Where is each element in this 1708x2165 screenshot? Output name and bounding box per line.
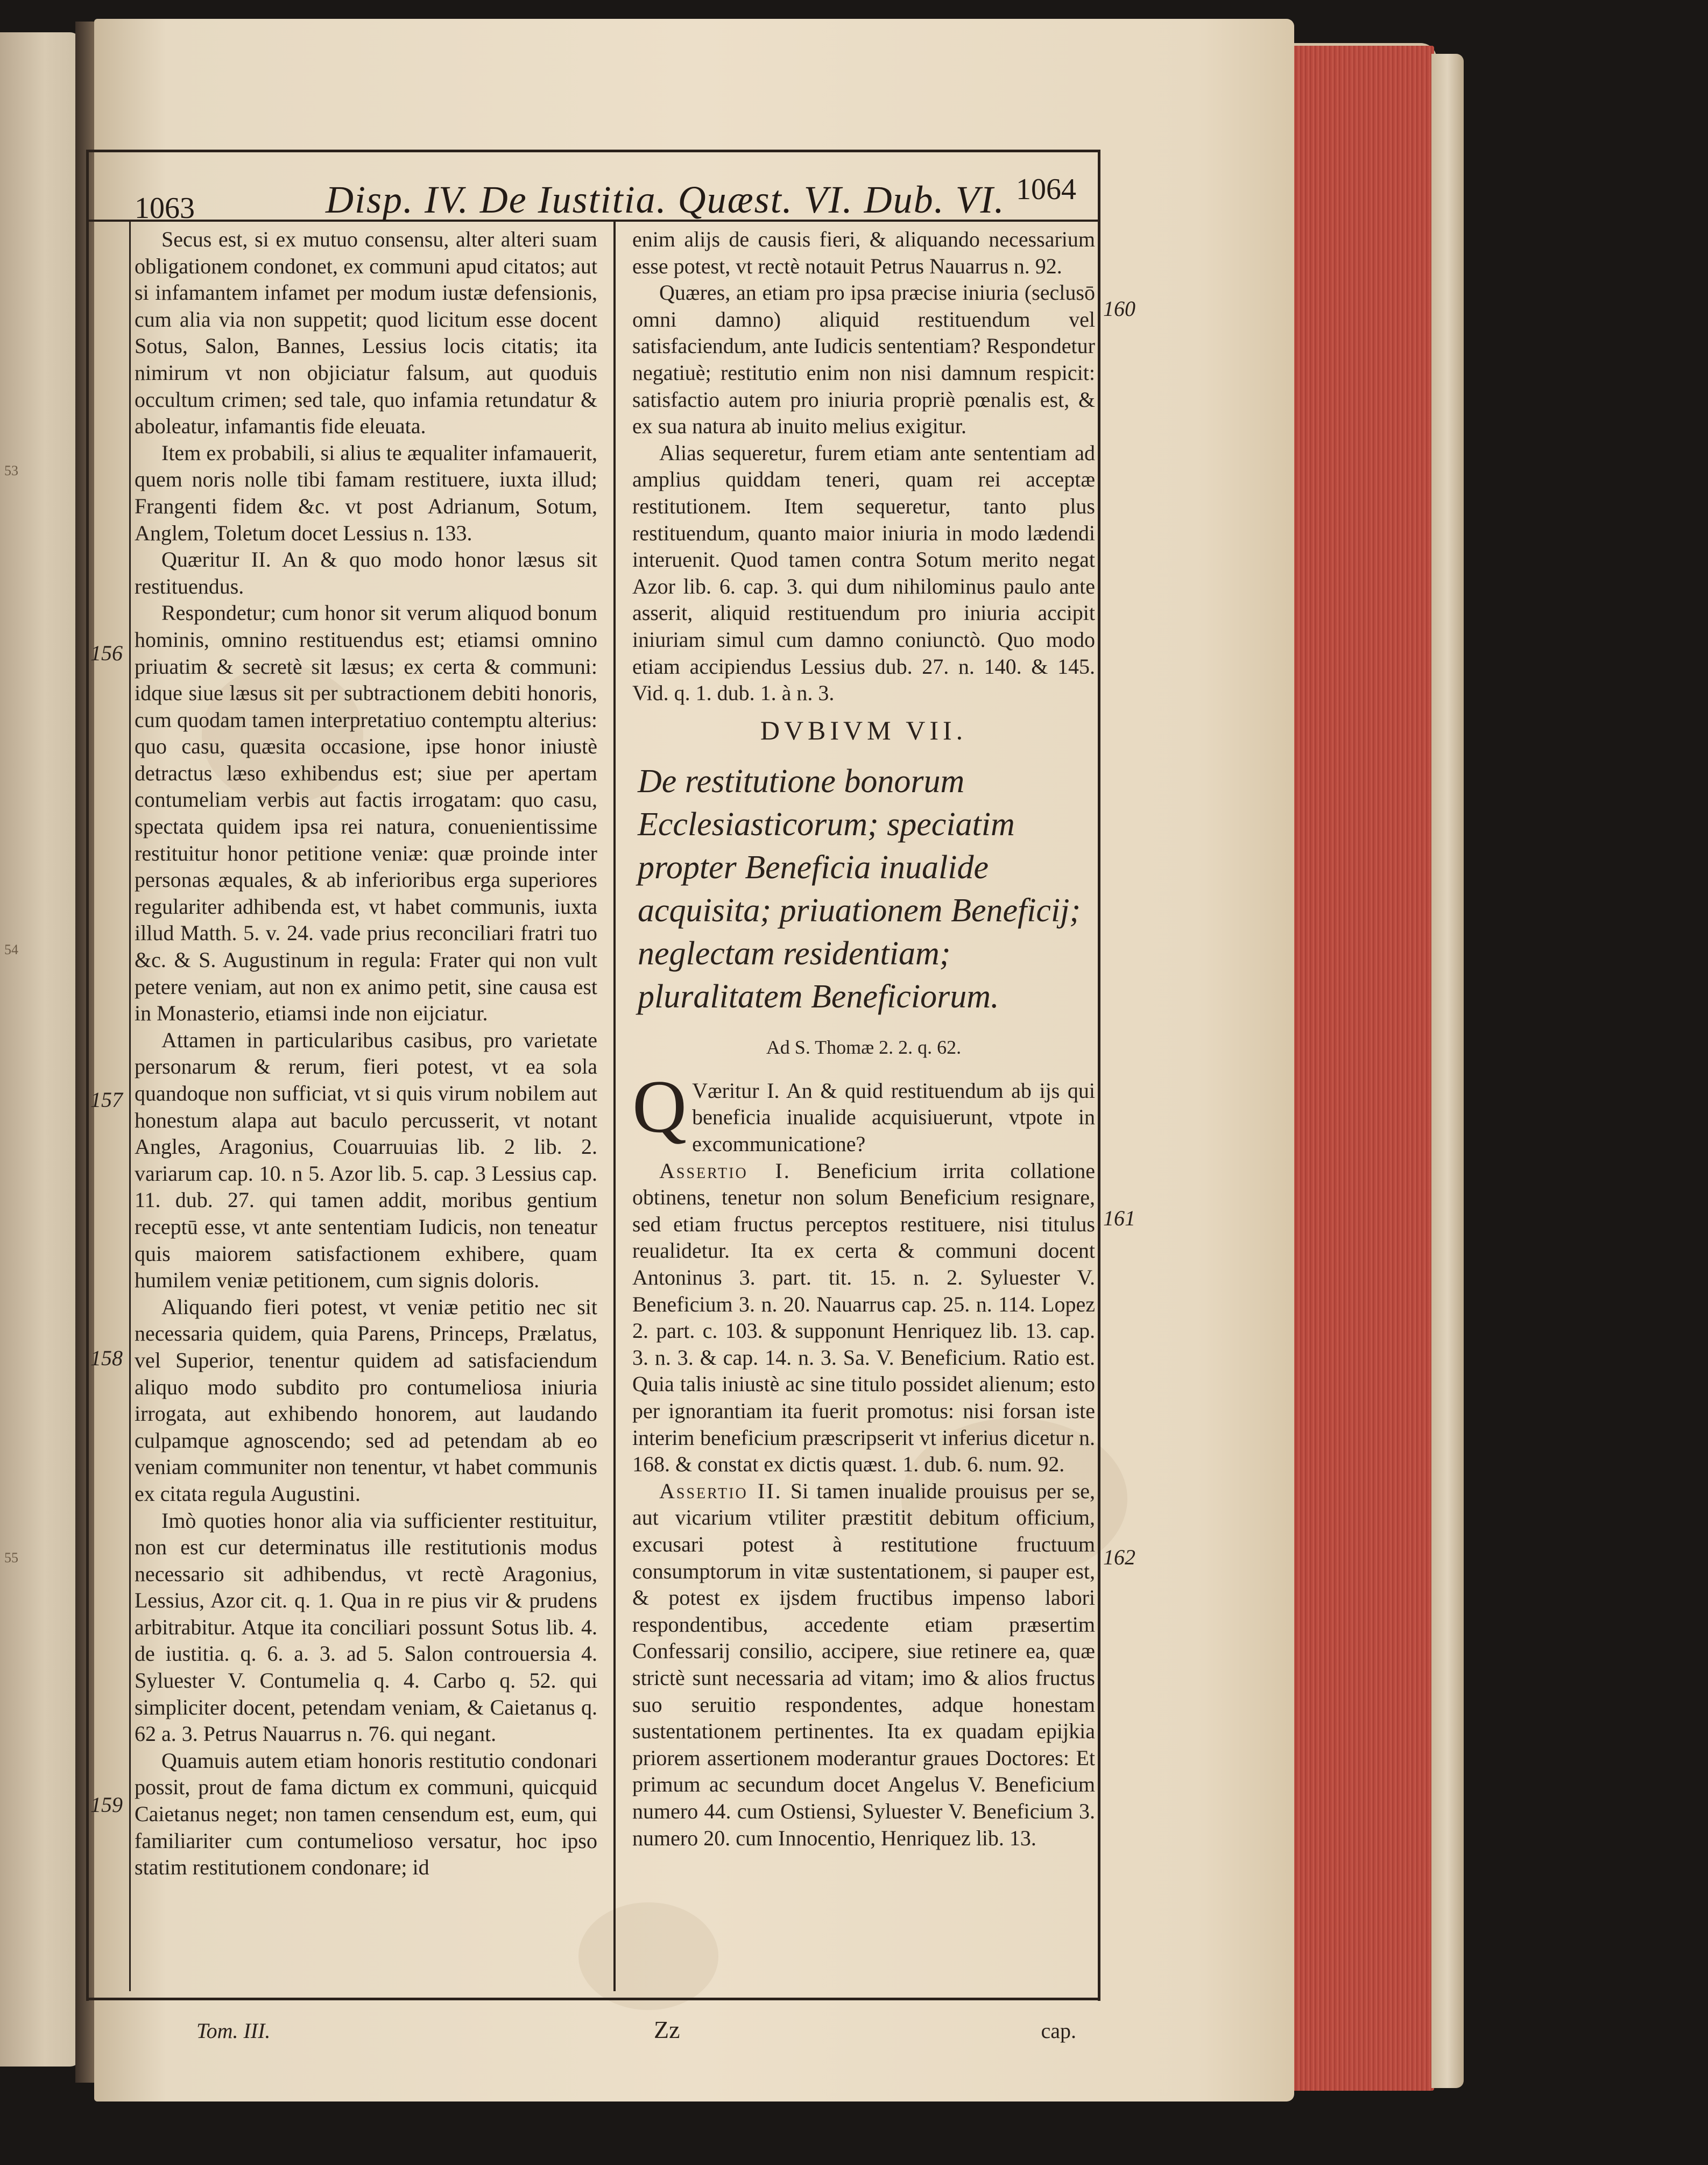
- margin-rule-left: [129, 221, 131, 1991]
- section-subtitle: De restitutione bonorum Ecclesiasticorum; speciatim propter Beneficia inualide acquisita; priuationem Beneficij; neglectam residentiam; pluralitatem Beneficiorum.: [638, 763, 1081, 1015]
- margin-number: 157: [90, 1088, 123, 1112]
- paragraph: Secus est, si ex mutuo consensu, alter alteri suam obligationem condonet, ex communi apud citatos; aut si infamantem infamet per modum iustæ defensionis, cum alia via non suppetit; quod licitum esse docent Sotus, Salon, Bannes, Lessius locis citatis; ita nimirum vt non objiciatur falsum, aut quoduis occultum crimen; sed tale, quo infamia retundatur & aboleatur, infamantis fide eleuata.: [135, 227, 597, 439]
- question-text: Væritur I. An & quid restituendum ab ijs qui beneficia inualide acquisiuerunt, vtpote in excommunicatione?: [692, 1078, 1095, 1156]
- assertio-label: Assertio II.: [659, 1478, 782, 1503]
- left-text-column: [135, 226, 597, 1881]
- paragraph: Imò quoties honor alia via sufficienter restituitur, non est cur determinatus ille restitutionis modus necessario sit adhibendus, vt rectè Aragonius, Lessius, Azor cit. q. 1. Qua in re pius vir & prudens arbitrabitur. Atque ita conciliari possunt Sotus lib. 4. de iustitia. q. 6. a. 3. ad 5. Salon controuersia 4. Syluester V. Contumelia q. 4. Carbo q. 52. qui simpliciter docent, petendam veniam, & Caietanus q. 62 a. 3. Petrus Nauarrus n. 76. qui negant.: [135, 1508, 597, 1746]
- paragraph: Quæritur II. An & quo modo honor læsus sit restituendus.: [135, 547, 597, 598]
- right-text-column: [632, 226, 1095, 1851]
- assertio-text: Beneficium irrita collatione obtinens, tenetur non solum Beneficium resignare, sed etiam fructus perceptos restituere, nisi titulus reualidetur. Ita ex certa & communi docent Antoninus 3. part. tit. 15. n. 2. Syluester V. Beneficium 3. n. 20. Nauarrus cap. 25. n. 114. Lopez 2. part. c. 103. & supponunt Henriquez lib. 13. cap. 3. n. 3. & cap. 14. n. 3. Sa. V. Beneficium. Ratio est. Quia talis iniustè ac sine titulo possidet alienum; esto per ignorantiam ita fuerit promotus: nisi forsan iste interim beneficium præscripserit vt inferius dicetur n. 168. & constat ex dictis quæst. 1. dub. 6. num. 92.: [632, 1158, 1095, 1477]
- margin-number: 162: [1103, 1545, 1135, 1569]
- margin-number: 156: [90, 641, 123, 665]
- drop-cap: Q: [632, 1064, 687, 1148]
- paragraph: Quamuis autem etiam honoris restitutio condonari possit, prout de fama dictum ex communi, quicquid Caietanus neget; non tamen censendum est, eum, qui familiariter cum contumelioso versatur, hoc ipso statim restitutionem condonare; id: [135, 1748, 597, 1880]
- facing-page-edge: [0, 32, 81, 2067]
- question-paragraph: [632, 1064, 1095, 1158]
- left-rule: [86, 150, 89, 2001]
- right-page-number: 1064: [1016, 173, 1076, 206]
- red-page-edges: [1278, 46, 1434, 2091]
- assertio-label: Assertio I.: [659, 1158, 791, 1183]
- running-title: Disp. IV. De Iustitia. Quæst. VI. Dub. VI.: [326, 178, 1005, 221]
- paragraph: Respondetur; cum honor sit verum aliquod bonum hominis, omnino restituendus est; etiamsi omnino priuatim & secretè sit læsus; ex certa & communi: idque siue læsus sit per subtractionem debiti honoris, cum quodam tamen interpretatiuo contemptu alterius: quo casu, quæsita occasione, ipse honor iniustè detractus læso exhibendus est; siue per apertam contumeliam verbis aut factis irrogatam: quo casu, spectata quidem ipsa rei natura, conuenientissime restituitur honor petitione veniæ: quæ proinde inter personas æquales, & ab inferioribus erga superiores regulariter adhibenda est, vt habet communis, iuxta illud Matth. 5. v. 24. vade prius reconciliari fratri tuo &c. & S. Augustinum in regula: Frater qui non vult petere veniam, aut non ex animo petit, sine causa est in Monasterio, etiamsi inde non eijciatur.: [135, 601, 597, 1026]
- paragraph: Aliquando fieri potest, vt veniæ petitio nec sit necessaria quidem, quia Parens, Princeps, Prælatus, vel Superior, tenentur quidem ad satisfaciendum aliquo modo subdito pro contumeliosa iniuria irrogata, aut exhibendo honorem, aut laudando culpamque agnoscendo; sed ad petendam ab eo veniam communiter non tenentur, vt habet communis ex citata regula Augustini.: [135, 1294, 597, 1506]
- left-page-number: 1063: [135, 192, 195, 225]
- paragraph: Attamen in particularibus casibus, pro varietate personarum & rerum, fieri potest, vt ea sola quandoque non sufficiat, vt si quis virum nobilem aut honestum alapa aut baculo percusserit, vt notant Angles, Aragonius, Couarruuias lib. 2 lib. 2. variarum cap. 10. n 5. Azor lib. 5. cap. 3 Lessius cap. 11. dub. 27. qui tamen addit, moribus gentium receptū esse, vt ante sententiam Iudicis, non teneatur quis maiorem satisfactionem exhibere, quam humilem veniæ petitionem, cum signis doloris.: [135, 1027, 597, 1293]
- page-footer: [89, 2013, 1098, 2056]
- paragraph: Quæres, an etiam pro ipsa præcise iniuria (seclusō omni damno) aliquid restituendum vel satisfaciendum, ante Iudicis sententiam? Respondetur negatiuè; restitutio enim non nisi damnum respicit: satisfactio autem pro iniuria propriè pœnalis est, & ex sua natura ab inuito melius exigitur.: [632, 280, 1095, 439]
- running-head: [89, 161, 1098, 225]
- volume-label: Tom. III.: [196, 2019, 271, 2043]
- paragraph: enim alijs de causis fieri, & aliquando necessarium esse potest, vt rectè notauit Petrus Nauarrus n. 92.: [632, 227, 1095, 278]
- column-divider: [613, 221, 616, 1991]
- right-rule: [1098, 150, 1100, 2001]
- top-rule: [86, 150, 1100, 152]
- facing-page-mark: 54: [4, 942, 18, 957]
- margin-number: 159: [90, 1793, 123, 1817]
- book-cover-edge: [1431, 54, 1464, 2088]
- paragraph: Alias sequeretur, furem etiam ante sententiam ad amplius quiddam teneri, quam rei acceptæ restitutionem. Item sequeretur, tanto plus restituendum, quanto maior iniuria in modo lædendi interuenit. Quod tamen contra Sotum merito negat Azor lib. 6. cap. 3. qui dum nihilominus paulo ante asserit, aliquid restituendum pro iniuria accipit iniuriam simul cum damno coniunctò. Quo modo etiam accipiendus Lessius dub. 27. n. 140. & 145. Vid. q. 1. dub. 1. à n. 3.: [632, 440, 1095, 706]
- bottom-rule: [86, 1998, 1100, 2000]
- paragraph: Item ex probabili, si alius te æqualiter infamauerit, quem noris nolle tibi famam restituere, iuxta illud; Frangenti fidem &c. vt post Adrianum, Sotum, Anglem, Toletum docet Lessius n. 133.: [135, 440, 597, 545]
- assertio-paragraph: [632, 1158, 1095, 1478]
- margin-number: 160: [1103, 297, 1135, 321]
- assertio-text: Si tamen inualide prouisus per se, aut vicarium vtiliter præstitit debitum officium, excusari potest à restitutione fructuum consumptorum in vitæ sustentationem, si pauper est, & potest ex ijsdem fructibus impenso labori respondentibus, accedente etiam præsertim Confessarij consilio, accipere, siue retinere ea, quæ strictè sunt necessaria ad vitam; imo & alios fructus suo seruitio respondentes, adque honestam sustentationem pertinentes. Ita ex quadam epijkia priorem assertionem moderantur graues Doctores: Et primum ac secundum docet Angelus V. Beneficium numero 44. cum Ostiensi, Syluester V. Beneficium 3. numero 20. cum Innocentio, Henriquez lib. 13.: [632, 1478, 1096, 1850]
- margin-number: 161: [1103, 1206, 1135, 1230]
- section-heading: DVBIVM VII.: [760, 715, 968, 745]
- catchword: cap.: [1041, 2019, 1076, 2043]
- assertio-paragraph: [632, 1478, 1095, 1851]
- signature-mark: Zz: [654, 2016, 680, 2043]
- facing-page-mark: 55: [4, 1550, 18, 1565]
- facing-page-mark: 53: [4, 463, 18, 478]
- margin-number: 158: [90, 1346, 123, 1370]
- reference-line: Ad S. Thomæ 2. 2. q. 62.: [766, 1036, 962, 1059]
